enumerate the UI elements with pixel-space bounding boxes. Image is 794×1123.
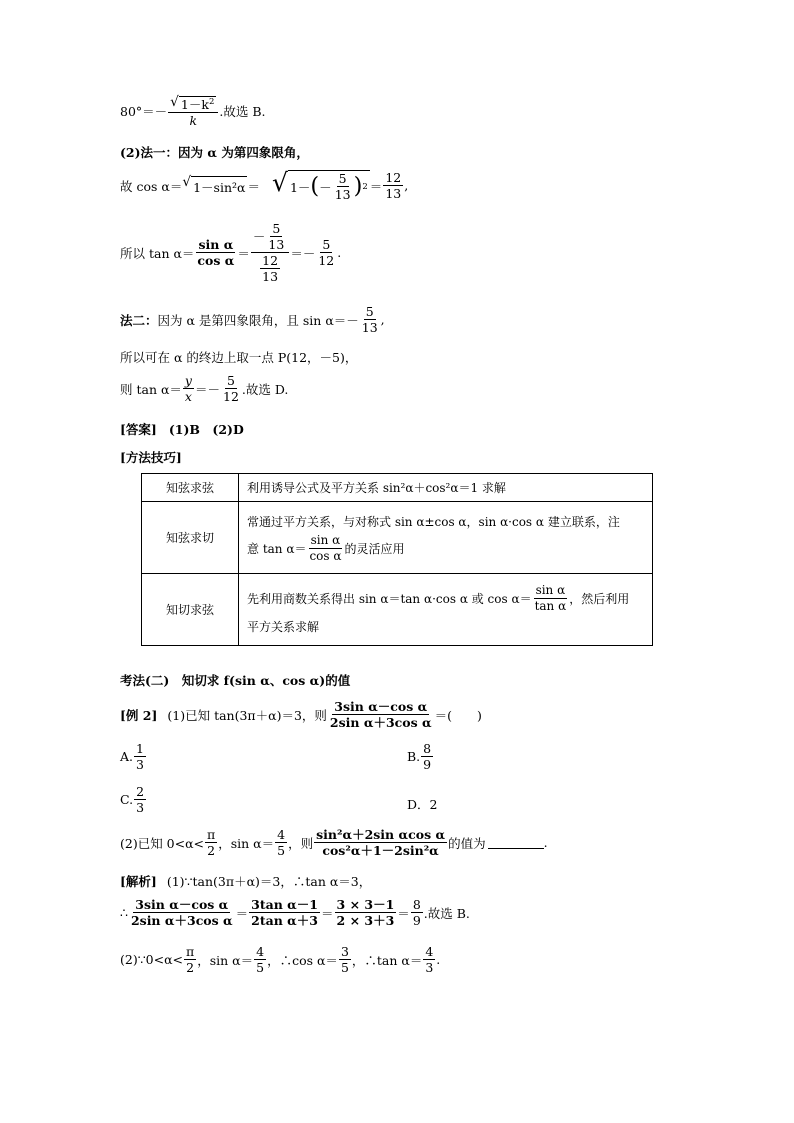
fraction	[307, 534, 343, 562]
method-label: 法二：	[120, 312, 158, 328]
text: 2	[207, 843, 216, 859]
line-5	[120, 305, 385, 334]
text: 3sin α－cos α	[135, 897, 229, 912]
fraction	[275, 828, 287, 857]
text: 3 × 3－1	[336, 897, 395, 912]
text: .故选 B.	[219, 104, 266, 120]
text: B.	[407, 749, 421, 765]
solution-line-2	[120, 898, 470, 927]
solution-line-1	[120, 872, 371, 890]
text: 平方关系求解	[247, 620, 320, 635]
fraction	[383, 171, 403, 200]
option-a	[120, 742, 147, 771]
text: 2sin α＋3cos α	[130, 913, 233, 929]
text: 5	[365, 304, 374, 319]
answer-blank	[488, 836, 544, 849]
text: 13	[268, 237, 285, 253]
text: 2tan α＋3	[251, 913, 318, 929]
text: 5	[272, 221, 281, 236]
text: k	[189, 113, 198, 129]
text: cos²α＋1－2sin²α	[322, 843, 439, 859]
fraction	[266, 222, 286, 251]
example-label: [例 2]	[120, 707, 158, 723]
text: 1－	[289, 179, 311, 195]
text: ＝	[247, 178, 260, 194]
text: sin²α＋2sin αcos α	[316, 827, 446, 842]
text: 1－k	[180, 97, 209, 113]
fraction	[129, 898, 235, 927]
option-c	[120, 785, 147, 814]
text: ,	[404, 178, 409, 194]
text: 的灵活应用	[344, 541, 405, 556]
fraction	[360, 305, 380, 334]
fraction	[328, 700, 434, 729]
text: ＝	[235, 905, 249, 921]
fraction	[314, 828, 447, 857]
fraction	[254, 945, 266, 974]
text: 3sin α－cos α	[334, 699, 428, 714]
fraction	[333, 172, 353, 201]
text: 3tan α－1	[251, 897, 318, 912]
text: 的值为	[448, 835, 486, 851]
text: ，∴tan α＝	[351, 952, 423, 968]
table-row	[142, 574, 653, 646]
sqrt: √ $1-k^2$	[170, 94, 215, 113]
text: 2sin α＋3cos α	[329, 715, 432, 731]
fraction	[316, 238, 336, 267]
complex-fraction	[251, 222, 289, 284]
solution-line-3	[120, 945, 440, 974]
line-7	[120, 374, 288, 403]
text: 2	[186, 960, 195, 976]
text: 2 × 3＋3	[336, 913, 395, 929]
text: .	[543, 835, 548, 851]
text: 80°＝－	[120, 104, 168, 120]
text: sin α	[535, 582, 566, 597]
fraction	[260, 254, 280, 283]
text: ＝	[237, 245, 250, 261]
text: 13	[334, 187, 351, 203]
table-key: 知切求弦	[142, 574, 239, 646]
text: 2	[136, 784, 145, 799]
text: tan α	[534, 598, 567, 613]
text: (2)∵0<α<	[120, 952, 184, 968]
text: 3	[136, 757, 144, 773]
table-value	[239, 574, 653, 646]
fraction	[183, 374, 194, 403]
text: 13	[385, 186, 402, 202]
text: 则 tan α＝	[120, 381, 182, 397]
text: cos α	[197, 253, 235, 269]
text: C.	[120, 792, 134, 808]
example-2-q2	[120, 828, 548, 857]
text: 1－sin²α	[191, 176, 247, 196]
fraction	[134, 742, 146, 771]
text: 8	[423, 741, 432, 756]
text: cos α	[309, 548, 342, 563]
answer-text: (1)B (2)D	[168, 422, 244, 437]
text: 9	[423, 757, 432, 773]
text: ＝－	[290, 245, 316, 261]
text: ，然后利用	[569, 591, 630, 606]
text: 13	[361, 320, 378, 336]
table-key: 知弦求切	[142, 502, 239, 574]
fraction	[195, 238, 236, 267]
fraction	[533, 584, 569, 612]
fraction	[168, 95, 218, 127]
text: 12	[318, 253, 335, 269]
answer-line	[120, 420, 244, 438]
text: 常通过平方关系，与对称式 sin α±cos α，sin α·cos α 建立联系，注	[247, 514, 620, 529]
text: 所以 tan α＝	[120, 245, 195, 261]
text: 3	[425, 960, 434, 976]
text: .	[436, 952, 441, 968]
text: 12	[223, 389, 239, 405]
text: 13	[262, 269, 279, 285]
text: ＝	[397, 905, 410, 921]
fraction	[134, 785, 146, 814]
text: π	[186, 944, 195, 959]
text: sin α	[198, 237, 234, 253]
solution-label: [解析]	[120, 874, 157, 889]
text: y	[184, 373, 192, 388]
text: 1	[136, 741, 144, 756]
text: 3	[136, 800, 145, 816]
text: 8	[412, 897, 421, 912]
text: π	[207, 827, 216, 842]
text: 12	[262, 253, 279, 269]
line-1	[120, 95, 265, 127]
fraction	[411, 898, 423, 927]
text: (1)∵tan(3π＋α)＝3，∴tan α＝3，	[166, 874, 372, 889]
line-2: (2)法一：因为 α 为第四象限角，	[120, 145, 309, 160]
text: .故选 B.	[423, 905, 470, 921]
text: 因为 α 是第四象限角，且 sin α＝－	[157, 312, 359, 328]
method-label: [方法技巧]	[120, 450, 182, 465]
answer-label: [答案]	[120, 422, 157, 437]
text: 5	[226, 373, 235, 388]
fraction	[423, 945, 435, 974]
option-d: D．2	[407, 797, 438, 812]
text: .故选 D.	[241, 381, 289, 397]
table-row	[142, 474, 653, 502]
method-table	[141, 473, 653, 646]
fraction	[249, 898, 320, 927]
text: .	[337, 245, 342, 261]
text: 3	[340, 944, 349, 959]
fraction	[421, 742, 433, 771]
text: 5	[256, 960, 265, 976]
text: sin α	[310, 532, 341, 547]
text: (2)已知 0<α<	[120, 835, 205, 851]
text: (1)已知 tan(3π＋α)＝3，则	[167, 707, 327, 723]
text: ，则	[288, 835, 314, 851]
text: －	[252, 229, 266, 245]
text: 5	[338, 171, 347, 186]
text: ∴	[120, 905, 128, 921]
fraction	[184, 945, 196, 974]
text: ，∴cos α＝	[267, 952, 338, 968]
text: －	[319, 179, 332, 195]
text: 12	[385, 170, 402, 185]
text: 故 cos α＝	[120, 178, 183, 194]
text: A.	[120, 749, 134, 765]
line-3	[120, 170, 408, 201]
text: 4	[425, 944, 434, 959]
table-value	[239, 502, 653, 574]
table-value: 利用诱导公式及平方关系 sin²α＋cos²α＝1 求解	[239, 474, 653, 502]
example-2-q1	[120, 700, 482, 729]
text: ＝	[369, 178, 383, 194]
text: 5	[277, 843, 286, 859]
text: 先利用商数关系得出 sin α＝tan α·cos α 或 cos α＝	[247, 591, 532, 606]
sqrt-big: √ 1－ ( － $\frac{5}{13}$ ) 2	[272, 168, 368, 203]
fraction	[335, 898, 397, 927]
text: 意 tan α＝	[247, 541, 307, 556]
text: 4	[256, 944, 265, 959]
sqrt: √ 1－sin²α	[182, 173, 246, 195]
text: ，sin α＝	[218, 835, 275, 851]
option-b	[407, 742, 434, 771]
text: 9	[412, 913, 421, 929]
section-title: 考法(二) 知切求 f(sin α、cos α)的值	[120, 673, 351, 688]
text: 5	[322, 237, 331, 253]
text: 5	[340, 960, 349, 976]
fraction	[221, 374, 241, 403]
text: ＝	[321, 905, 334, 921]
text: ，sin α＝	[197, 952, 254, 968]
text: 4	[277, 827, 286, 842]
text: x	[184, 389, 192, 405]
text: ＝－	[194, 381, 220, 397]
fraction	[339, 945, 351, 974]
table-key: 知弦求弦	[142, 474, 239, 502]
line-4	[120, 222, 341, 284]
text: ,	[380, 312, 385, 328]
fraction	[205, 828, 217, 857]
line-6: 所以可在 α 的终边上取一点 P(12，－5)，	[120, 350, 358, 365]
text: ＝( )	[434, 707, 482, 723]
table-row	[142, 502, 653, 574]
